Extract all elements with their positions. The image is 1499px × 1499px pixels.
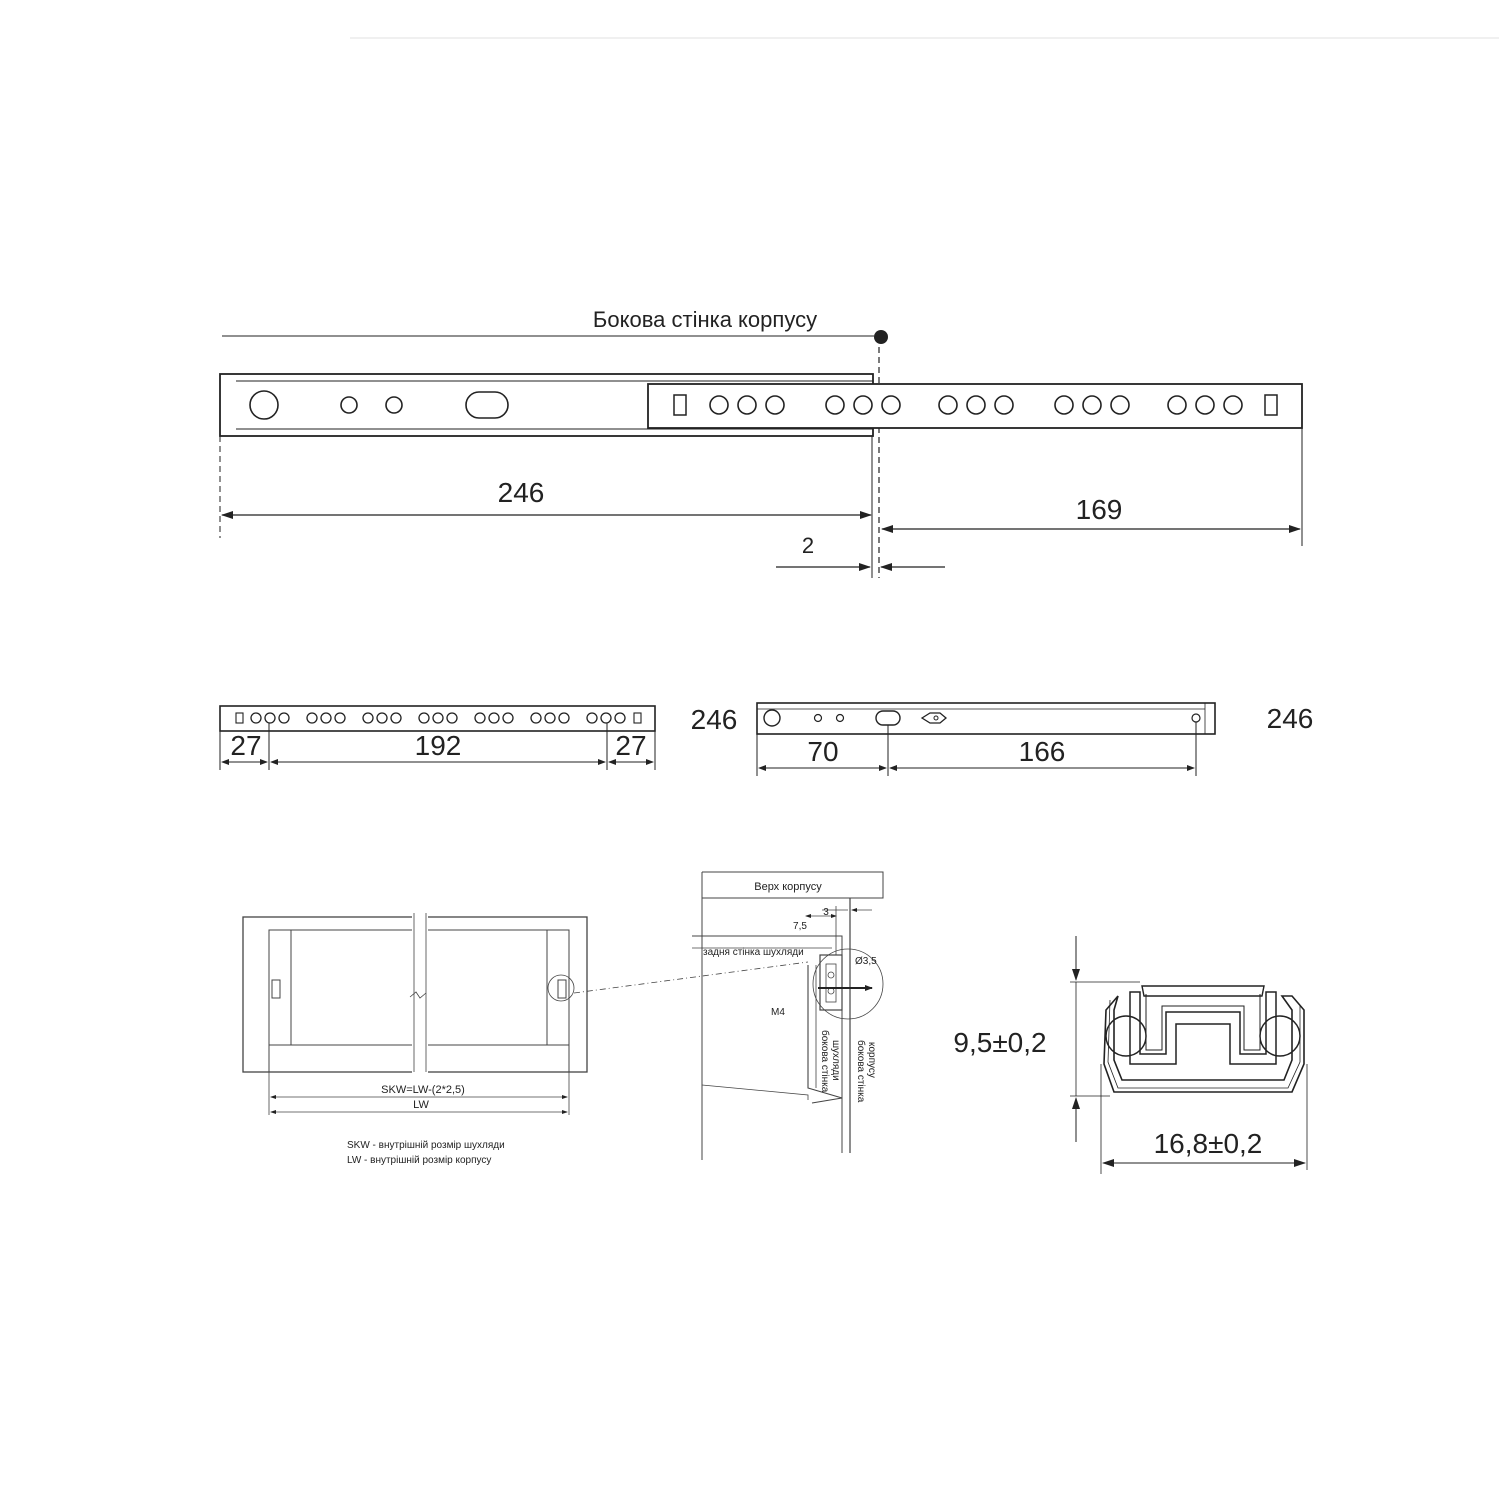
slide-bracket-left [272, 980, 280, 998]
outer-rail-profile [1104, 996, 1304, 1092]
member-slot [876, 711, 900, 725]
side-wall-point [874, 330, 888, 344]
drawer-side-label-1: бокова стінка [819, 1030, 830, 1093]
drawer-member-view [220, 704, 737, 770]
drawer-side-label-2: шухляди [830, 1040, 841, 1081]
dim-70-label: 70 [807, 736, 839, 767]
mounting-hole [386, 397, 402, 413]
member-slot [236, 713, 243, 723]
dim-246-label: 246 [497, 477, 545, 508]
dim-192-label: 192 [414, 730, 462, 761]
back-wall-label: задня стінка шухляди [703, 947, 804, 958]
dim-27-left-label: 27 [230, 730, 262, 761]
mounting-hole [341, 397, 357, 413]
lw-label: LW [413, 1099, 429, 1111]
moving-rail [648, 384, 1302, 428]
dim-169-label: 169 [1075, 494, 1123, 525]
side-wall-label: Бокова стінка корпусу [592, 307, 818, 332]
skw-formula-label: SKW=LW-(2*2,5) [381, 1084, 465, 1096]
dim-166-label: 166 [1018, 736, 1066, 767]
member-slot [634, 713, 641, 723]
cabinet-top-label: Верх корпусу [754, 881, 822, 893]
detail-callout-circle [548, 975, 574, 1001]
mounting-slot [466, 392, 508, 418]
cabinet-side-label-2: корпусу [866, 1042, 877, 1078]
cabinet-side-label-1: бокова стінка [855, 1040, 866, 1103]
legend-lw: LW - внутрішній розмір корпусу [347, 1155, 492, 1166]
height-dim-label: 9,5±0,2 [953, 1027, 1047, 1058]
cabinet-member-length-label: 246 [1266, 703, 1314, 734]
dim-3-label: 3 [823, 907, 829, 918]
member-hole [815, 715, 822, 722]
detail-leader-line [574, 962, 808, 993]
dim-2-label: 2 [801, 533, 815, 558]
profile-section-view [953, 936, 1307, 1174]
slide-bracket-right [558, 980, 566, 998]
cabinet-member-view [757, 703, 1313, 776]
drawer-member-length-label: 246 [690, 704, 738, 735]
mounting-detail-view [692, 872, 883, 1160]
mounting-hole-large [250, 391, 278, 419]
width-dim-label: 16,8±0,2 [1153, 1128, 1263, 1159]
member-hole [837, 715, 844, 722]
legend-skw: SKW - внутрішній розмір шухляди [347, 1140, 505, 1151]
dim-7-5-label: 7,5 [793, 921, 807, 932]
hole-diameter-label: Ø3,5 [855, 956, 877, 967]
member-hole [1192, 714, 1200, 722]
screw-size-label: M4 [771, 1007, 785, 1018]
member-hole-large [764, 710, 780, 726]
inner-rail-profile [1130, 992, 1276, 1064]
top-view [220, 307, 1302, 578]
dim-27-right-label: 27 [615, 730, 647, 761]
